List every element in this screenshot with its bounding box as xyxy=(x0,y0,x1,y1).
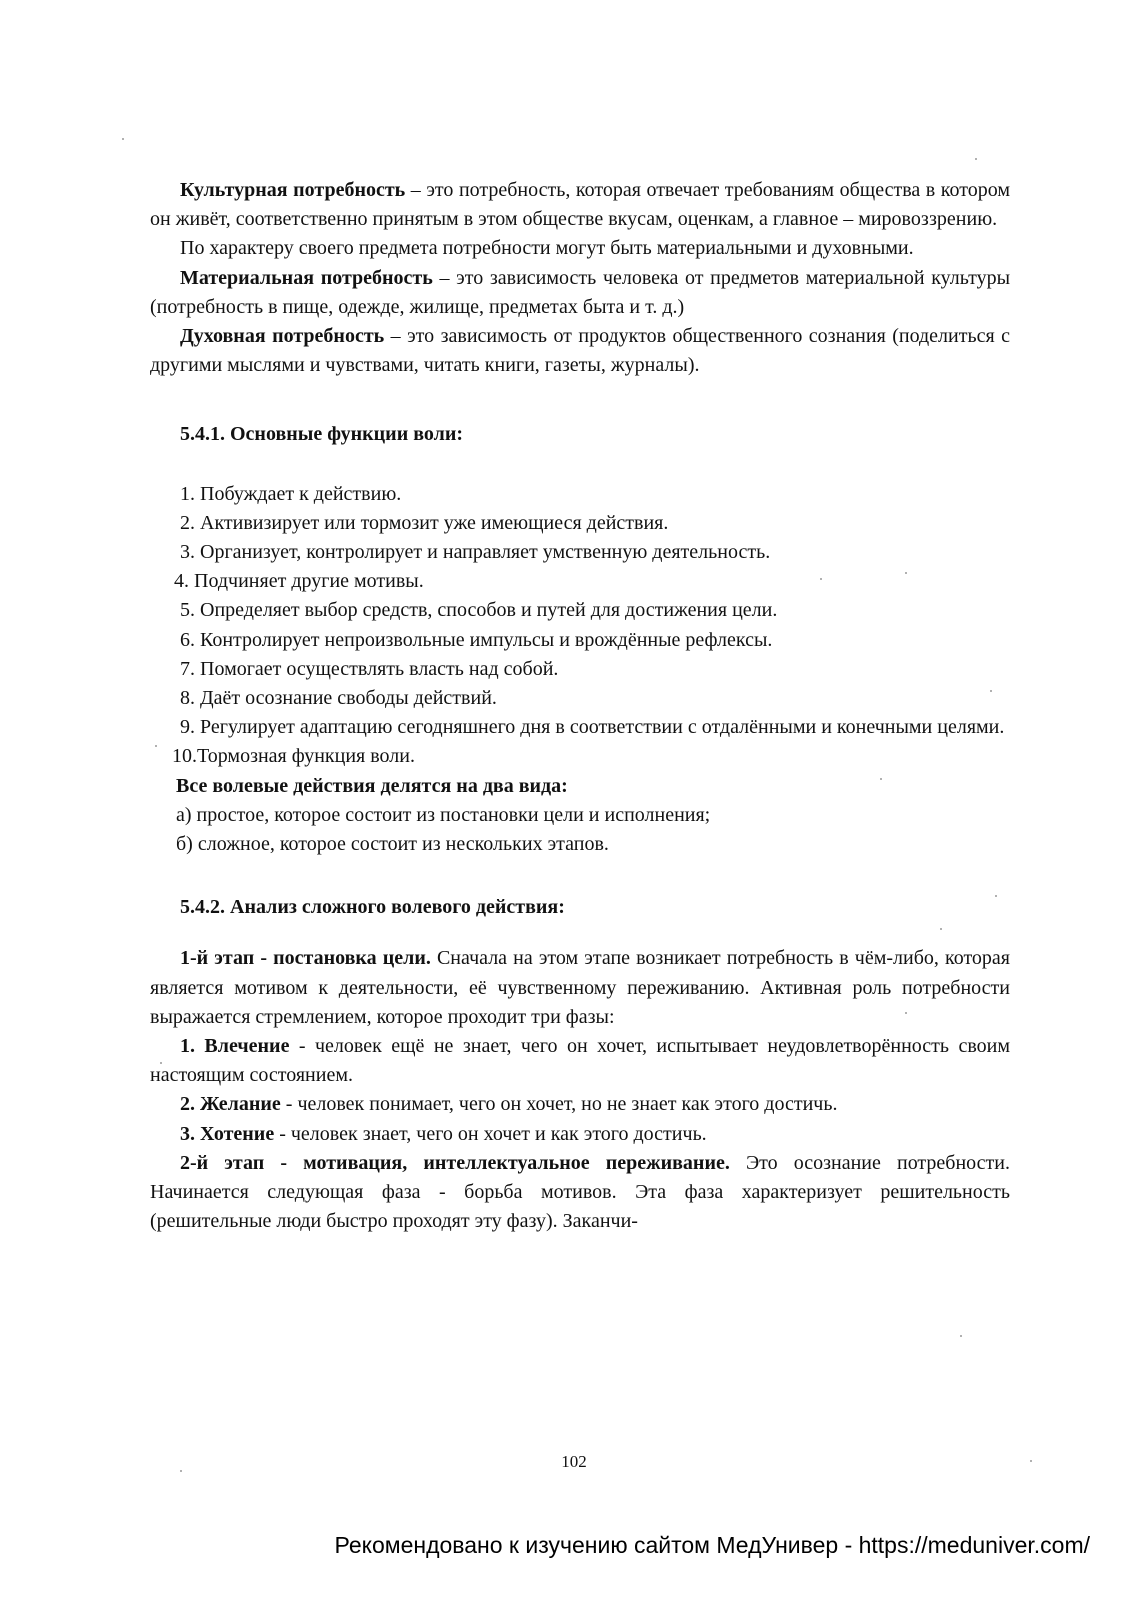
scan-speck xyxy=(960,1335,962,1337)
paragraph-phase-1 xyxy=(150,1032,1010,1090)
types-heading xyxy=(176,772,1010,801)
list-item: 9. Регулирует адаптацию сегодняшнего дня в соответствии с отдалёнными и конечными целями. xyxy=(180,716,1005,739)
scan-speck xyxy=(122,138,124,140)
will-functions-list xyxy=(150,480,1010,860)
phase-title: 1. Влечение xyxy=(180,1035,290,1058)
scan-speck xyxy=(180,1470,182,1472)
page-body xyxy=(150,176,1010,1237)
paragraph-phase-3 xyxy=(150,1120,1010,1149)
paragraph-stage-2 xyxy=(150,1149,1010,1237)
page-number: 102 xyxy=(561,1452,587,1471)
scan-speck xyxy=(880,778,882,780)
paragraph-phase-2 xyxy=(150,1090,1010,1119)
list-item: 7. Помогает осуществлять власть над собой. xyxy=(180,657,559,680)
stage-2-title: 2-й этап - мотивация, интеллектуальное переживание. xyxy=(180,1151,730,1174)
footer-recommendation: Рекомендовано к изучению сайтом МедУнивер - https://meduniver.com/ xyxy=(334,1532,1090,1558)
list-item: 10.Тормозная функция воли. xyxy=(172,745,415,768)
scan-speck xyxy=(940,928,942,930)
scan-speck xyxy=(975,158,977,160)
scan-speck xyxy=(905,1012,907,1014)
paragraph-need-types xyxy=(150,234,1010,263)
term-cultural-need: Культурная потребность xyxy=(180,179,406,201)
paragraph-material-need xyxy=(150,264,1010,322)
paragraph-stage-1 xyxy=(150,944,1010,1032)
stage-1-title: 1-й этап - постановка цели. xyxy=(180,947,431,970)
scan-speck xyxy=(820,578,822,580)
definition-text: – это зависимость человека от предметов материальной культуры (потребность в пище, одежде, жилище, предметах быта и т. д.) xyxy=(150,266,1011,318)
scan-speck xyxy=(995,895,997,897)
paragraph-spiritual-need xyxy=(150,322,1010,380)
phase-title: 2. Желание xyxy=(180,1093,281,1116)
term-material-need: Материальная потребность xyxy=(180,266,433,289)
scan-speck xyxy=(905,572,907,574)
section-heading-will-functions: 5.4.1. Основные функции воли: xyxy=(180,423,464,446)
list-item: а) простое, которое состоит из постановки цели и исполнения; xyxy=(176,803,711,826)
paragraph-text: По характеру своего предмета потребности могут быть материальными и духовными. xyxy=(180,237,914,260)
scan-speck xyxy=(160,1062,162,1064)
stage-2-text: Это осознание потребности. Начинается следующая фаза - борьба мотивов. Эта фаза характеризует решительность (решительные люди быстро проходят эту фазу). Заканчи- xyxy=(150,1151,1010,1233)
list-item: 4. Подчиняет другие мотивы. xyxy=(174,570,424,593)
list-item: 3. Организует, контролирует и направляет умственную деятельность. xyxy=(180,541,771,564)
term-spiritual-need: Духовная потребность xyxy=(180,325,385,348)
list-item: 2. Активизирует или тормозит уже имеющиеся действия. xyxy=(180,511,669,534)
scan-speck xyxy=(990,690,992,692)
phase-text: - человек знает, чего он хочет и как этого достичь. xyxy=(274,1122,707,1145)
list-item: 8. Даёт осознание свободы действий. xyxy=(180,687,497,710)
list-item: 5. Определяет выбор средств, способов и путей для достижения цели. xyxy=(180,599,778,622)
list-item: 6. Контролирует непроизвольные импульсы и врождённые рефлексы. xyxy=(180,628,773,651)
phase-text: - человек понимает, чего он хочет, но не знает как этого достичь. xyxy=(280,1093,838,1116)
stage-1-text: Сначала на этом этапе возникает потребность в чём-либо, которая является мотивом к деятельности, её чувственному переживанию. Активная роль потребности выражается стремлением, которое проходит три фазы: xyxy=(150,947,1010,1028)
section-heading-complex-action: 5.4.2. Анализ сложного волевого действия: xyxy=(180,896,565,919)
scan-speck xyxy=(155,745,157,747)
definition-text: – это потребность, которая отвечает требованиям общества в котором он живёт, соответственно принятым в этом обществе вкусам, оценкам, а главное – мировоззрению. xyxy=(150,179,1010,231)
definition-text: – это зависимость от продуктов общественного сознания (поделиться с другими мыслями и чувствами, читать книги, газеты, журналы). xyxy=(150,325,1010,377)
types-heading-text: Все волевые действия делятся на два вида: xyxy=(176,774,568,797)
paragraph-cultural-need xyxy=(150,176,1010,234)
phase-title: 3. Хотение xyxy=(180,1122,275,1145)
list-item: б) сложное, которое состоит из нескольких этапов. xyxy=(176,833,609,856)
list-item: 1. Побуждает к действию. xyxy=(180,482,402,505)
phase-text: - человек ещё не знает, чего он хочет, испытывает неудовлетворённость своим настоящим состоянием. xyxy=(150,1035,1010,1087)
scan-speck xyxy=(1030,1460,1032,1462)
